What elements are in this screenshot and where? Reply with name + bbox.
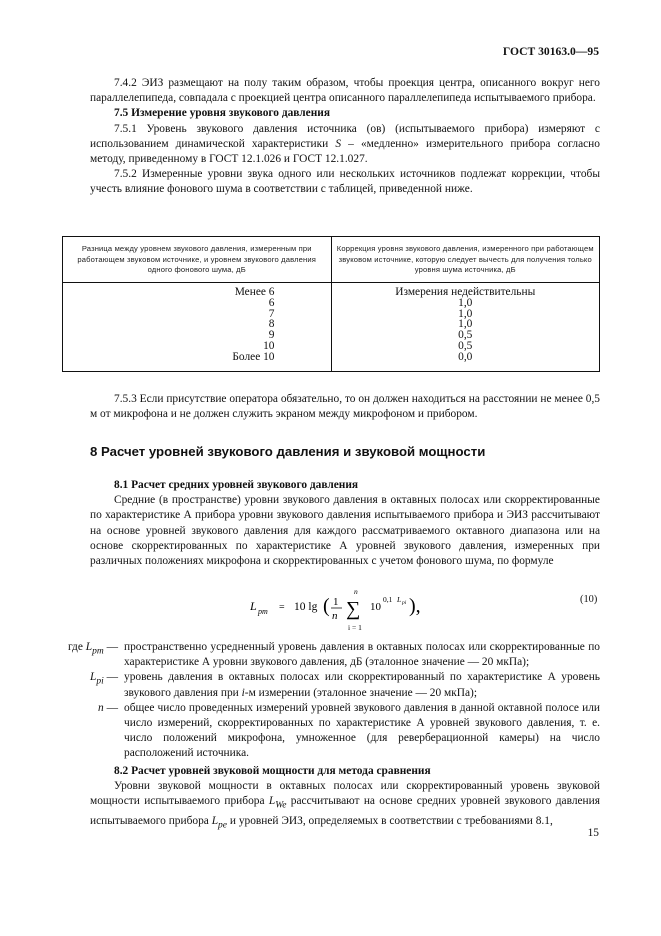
heading-section-8: 8 Расчет уровней звукового давления и звуковой мощности (90, 444, 486, 459)
table-cell-corr: 1,0 (458, 318, 473, 331)
document-header: ГОСТ 30163.0—95 (502, 45, 599, 58)
page-number: 15 (587, 827, 599, 839)
table-cell-diff: 8 (268, 318, 275, 331)
paragraph-7-5-1 (90, 122, 600, 168)
paragraph-8-2-text-b: рассчитывают на основе средних уровней звукового давления испытываемого прибора (90, 795, 600, 827)
paragraph-7-5-2: 7.5.2 Измеренные уровни звука одного или нескольких источников подлежат коррекции, чтобы учесть влияние фонового шума в соответствии с таблицей, приведенной ниже. (90, 168, 600, 196)
heading-8-2: 8.2 Расчет уровней звуковой мощности для метода сравнения (114, 765, 431, 777)
heading-7-5: 7.5 Измерение уровня звукового давления (114, 107, 331, 120)
table-cell-corr: 1,0 (458, 307, 473, 320)
definition-lpm (62, 640, 600, 670)
formula-definitions (62, 640, 600, 762)
definition-text: пространственно усредненный уровень давления в октавных полосах или скорректированные по характеристике А уровни звукового давления, дБ (эталонное значение — 20 мкПа); (124, 641, 600, 669)
formula-exp-l: L (397, 595, 402, 604)
paragraph-8-2-text-a: Уровни звуковой мощности в октавных полосах или скорректированный уровень звуковой мощности испытываемого прибора (90, 780, 600, 808)
table-cell-diff: Более 10 (232, 351, 275, 364)
formula-numerator: 1 (333, 596, 339, 608)
where-word: где (67, 641, 83, 653)
definition-text: общее число проведенных измерений уровней звукового давления в данной октавной полосе или число измерений, скорректированных по характеристике А уровней звукового давления, т. е. число положений микрофона, умноженное (для реверберационной камеры) на число расположений источника. (124, 701, 600, 760)
table-column-difference (63, 282, 332, 371)
definition-symbol-sub: pi (96, 676, 104, 687)
paragraph-7-5-3: 7.5.3 Если присутствие оператора обязательно, то он должен находиться на расстоянии не менее 0,5 м от микрофона и не должен служить экраном между микрофоном и прибором. (90, 393, 600, 421)
definition-text-b: -м измерении (эталонное значение — 20 мкПа); (244, 686, 478, 699)
definition-symbol-sub: pm (92, 646, 104, 657)
definition-symbol (62, 701, 118, 716)
formula-exp-sub: pi (402, 600, 407, 606)
table-cell-corr: 0,5 (458, 329, 473, 342)
formula-equals: = (279, 602, 285, 613)
formula-number: (10) (580, 594, 598, 605)
formula-exp: 0,1 (383, 595, 393, 604)
definition-dash: — (106, 701, 118, 714)
table-cell-corr: 1,0 (458, 296, 473, 309)
table-header-correction: Коррекция уровня звукового давления, измеренного при работающем звуковом источнике, которую следует вычесть для получения только уровня шума источника, дБ (331, 237, 600, 283)
formula-10 (250, 584, 450, 634)
table-cell-corr: Измерения недействительны (395, 285, 536, 298)
heading-8-1: 8.1 Расчет средних уровней звукового давления (114, 479, 359, 491)
table-header-difference: Разница между уровнем звукового давления, измеренным при работающем звуковом источнике, и уровнем звукового давления одного фонового шума, дБ (63, 237, 332, 283)
formula-denominator: n (332, 610, 338, 622)
symbol-lwe-sub: We (275, 800, 287, 811)
definition-text-i: i (241, 686, 245, 699)
paragraph-8-2-text-c: и уровней ЭИЗ, определяемых в соответствии с требованиями 8.1, (229, 814, 553, 827)
section-7-4-7-5 (90, 76, 600, 198)
formula-base: 10 (370, 601, 381, 613)
formula-lhs: L (250, 599, 257, 613)
table-column-correction (331, 282, 600, 371)
symbol-lwe: L (268, 795, 276, 808)
definition-dash: — (106, 671, 118, 684)
symbol-s: S (335, 137, 342, 150)
definition-symbol-letter: L (85, 641, 93, 653)
definition-text-a: уровень давления в октавных полосах или скорректированный по характеристике А уровень звукового давления при (124, 671, 600, 699)
table-cell-diff: 6 (268, 296, 275, 309)
definition-symbol-letter: L (90, 671, 97, 684)
formula-coef: 10 lg (294, 601, 318, 613)
table-cell-diff: 7 (268, 307, 275, 320)
formula-sum-symbol: ∑ (346, 598, 361, 620)
paragraph-8-1: Средние (в пространстве) уровни звукового давления в октавных полосах или скорректированные по характеристике А прибора уровни звукового давления испытываемого прибора и ЭИЗ рассчитывают на основе уровней звукового давления для каждого рассматриваемого октавного диапазона или на основе скорректированных по характеристике А уровней звукового давления, измеренных при различных положениях микрофона и скорректированных с учетом фонового шума, по формуле (90, 494, 600, 568)
table-cell-corr: 0,0 (458, 351, 473, 364)
symbol-lpe: L (211, 814, 219, 827)
table-cell-corr: 0,5 (458, 340, 473, 353)
definition-dash: — (106, 641, 118, 653)
definition-symbol (62, 640, 118, 659)
paragraph-7-5-1-text-b: – «медленно» измерительного прибора согласно методу, приведенному в ГОСТ 12.1.026 и ГОСТ 12.1.027. (90, 137, 600, 166)
table-cell-diff: 10 (263, 340, 275, 353)
formula-lhs-sub: pm (258, 607, 268, 616)
paragraph-7-4-2: 7.4.2 ЭИЗ размещают на полу таким образом, чтобы проекция центра, описанного вокруг него параллелепипеда, совпадала с проекцией центра описанного параллелепипеда испытываемого прибора. (90, 77, 600, 105)
paragraph-7-5-1-text-a: 7.5.1 Уровень звукового давления источника (ов) (испытываемого прибора) измеряют с использованием динамической характеристики (90, 122, 600, 150)
definition-symbol (62, 670, 118, 689)
formula-sum-bottom: i = 1 (348, 623, 362, 632)
table-cell-diff: 9 (268, 329, 275, 342)
section-7-5-3 (90, 392, 600, 422)
formula-open-paren: ( (323, 595, 330, 617)
definition-symbol-letter: n (98, 701, 104, 714)
paragraph-8-2 (90, 779, 600, 833)
definition-n (62, 701, 600, 762)
section-8-1 (90, 478, 600, 569)
correction-table (62, 236, 600, 372)
symbol-lpe-sub: pe (218, 820, 228, 831)
section-8-2 (90, 764, 600, 833)
formula-sum-top: n (354, 587, 358, 596)
formula-tail: ), (409, 595, 421, 617)
definition-text (124, 670, 600, 700)
definition-lpi (62, 670, 600, 700)
table-cell-diff: Менее 6 (234, 285, 275, 298)
